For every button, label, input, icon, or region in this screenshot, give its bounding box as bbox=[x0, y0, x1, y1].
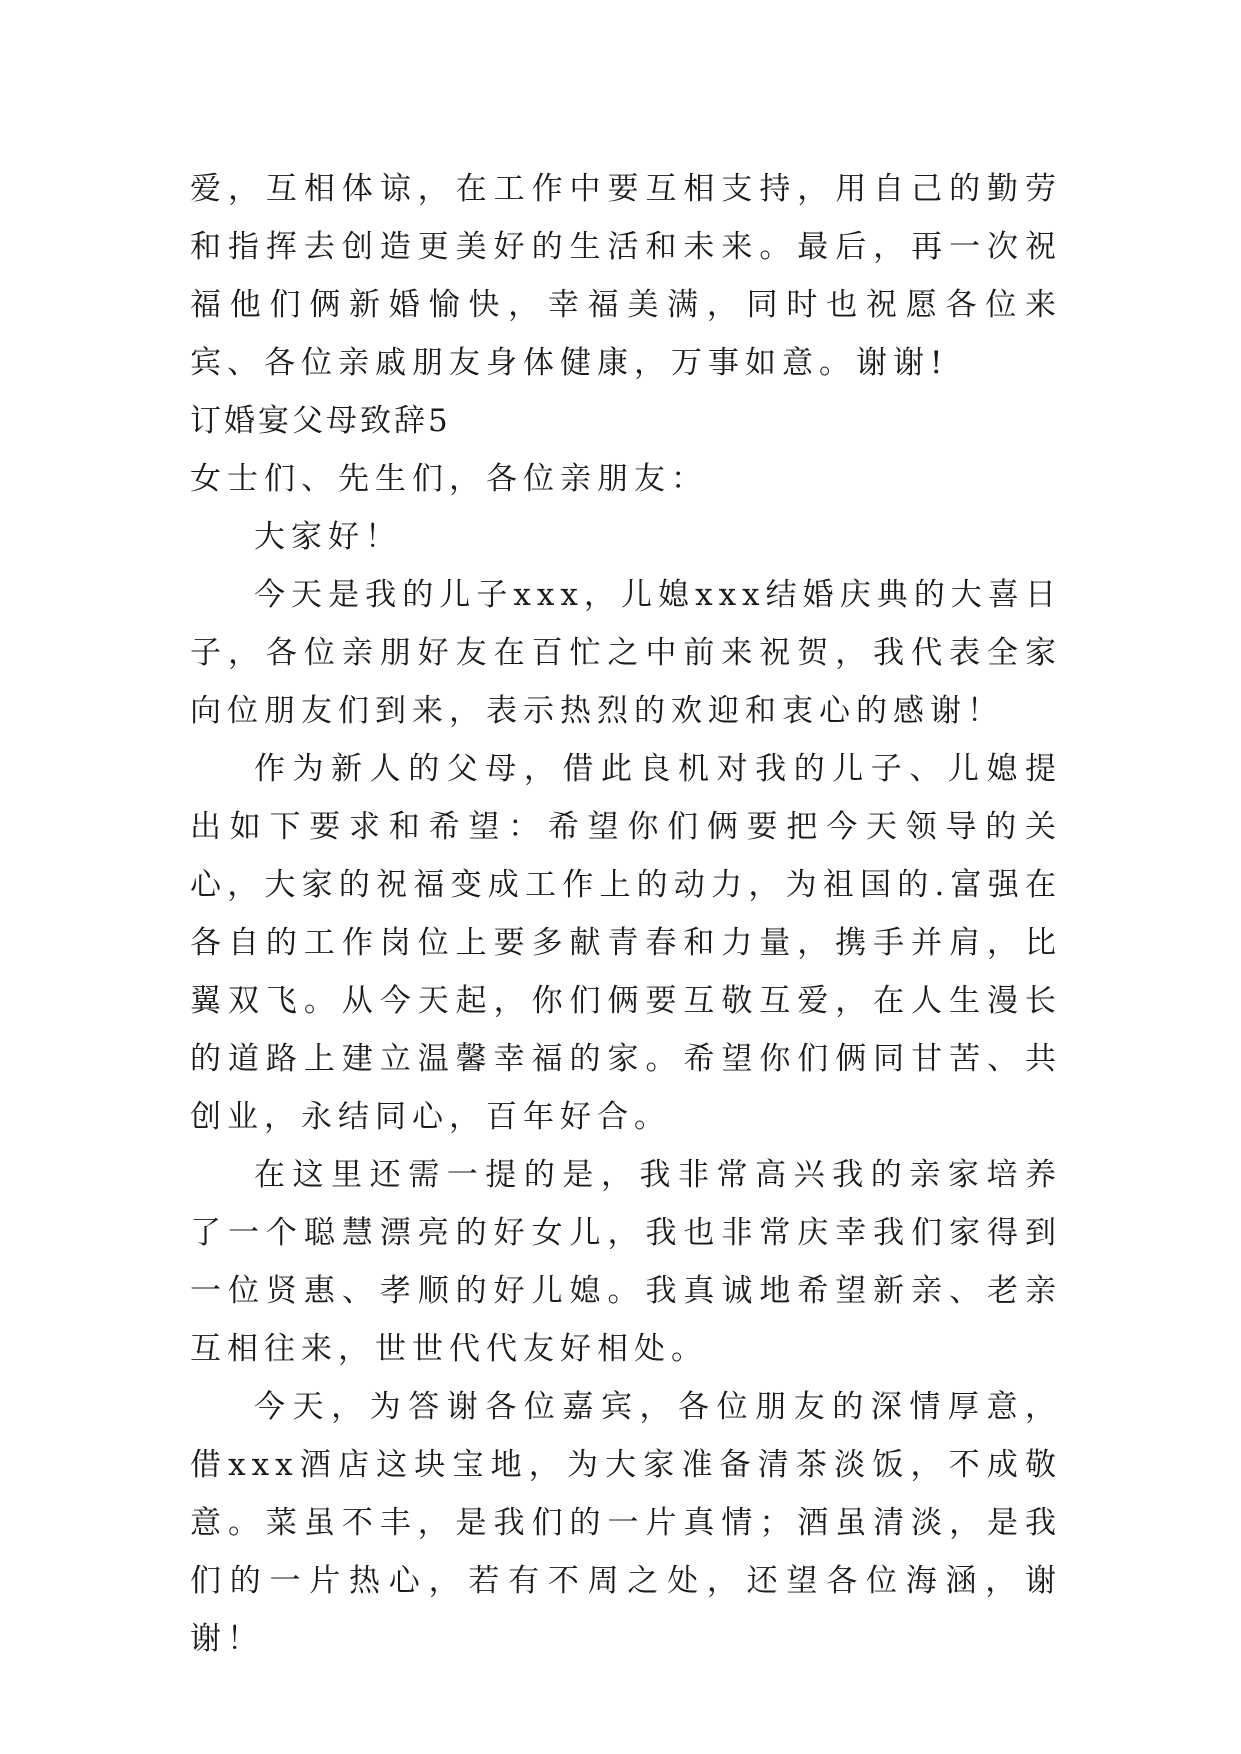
greeting: 大家好！ bbox=[254, 519, 402, 555]
paragraph-continuation: 爱，互相体谅，在工作中要互相支持，用自己的勤劳和指挥去创造更美好的生活和未来。最后，再一次祝福他们俩新婚愉快，幸福美满，同时也祝愿各位来宾、各位亲戚朋友身体健康，万事如意。谢谢! bbox=[190, 171, 1062, 381]
salutation: 女士们、先生们，各位亲朋友： bbox=[190, 461, 708, 497]
paragraph: 今天，为答谢各位嘉宾，各位朋友的深情厚意，借xxx酒店这块宝地，为大家准备清茶淡饭，不成敬意。菜虽不丰，是我们的一片真情；酒虽清淡，是我们的一片热心，若有不周之处，还望各位海涵，谢谢！ bbox=[190, 1389, 1062, 1657]
document-body bbox=[190, 160, 1062, 1668]
paragraph: 作为新人的父母，借此良机对我的儿子、儿媳提出如下要求和希望：希望你们俩要把今天领导的关心，大家的祝福变成工作上的动力，为祖国的.富强在各自的工作岗位上要多献青春和力量，携手并肩，比翼双飞。从今天起，你们俩要互敬互爱，在人生漫长的道路上建立温馨幸福的家。希望你们俩同甘苦、共创业，永结同心，百年好合。 bbox=[190, 751, 1062, 1135]
paragraph: 今天是我的儿子xxx，儿媳xxx结婚庆典的大喜日子，各位亲朋好友在百忙之中前来祝贺，我代表全家向位朋友们到来，表示热烈的欢迎和衷心的感谢！ bbox=[190, 577, 1062, 729]
paragraph: 在这里还需一提的是，我非常高兴我的亲家培养了一个聪慧漂亮的好女儿，我也非常庆幸我们家得到一位贤惠、孝顺的好儿媳。我真诚地希望新亲、老亲互相往来，世世代代友好相处。 bbox=[190, 1157, 1062, 1367]
section-heading: 订婚宴父母致辞5 bbox=[190, 403, 451, 439]
